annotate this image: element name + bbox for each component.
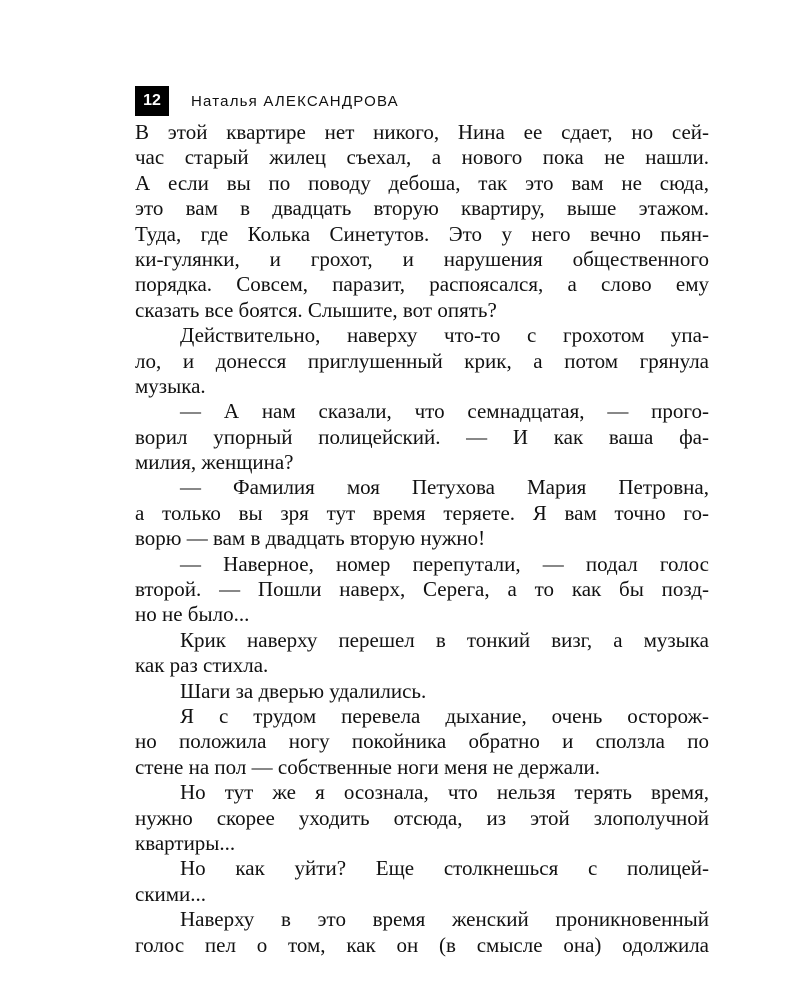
text-line: А если вы по поводу дебоша, так это вам не сюда, xyxy=(135,170,709,195)
text-line: ворю — вам в двадцать вторую нужно! xyxy=(135,526,486,551)
text-line: Наверху в это время женский проникновенный xyxy=(180,907,709,932)
text-line: стене на пол — собственные ноги меня не держали. xyxy=(135,754,601,779)
text-line: В этой квартире нет никого, Нина ее сдает, но сей- xyxy=(135,120,709,144)
text-line: Шаги за дверью удалились. xyxy=(180,678,427,703)
text-line: порядка. Совсем, паразит, распоясался, а слово ему xyxy=(135,272,709,297)
page-number: 12 xyxy=(135,86,169,116)
text-line: Туда, где Колька Синетутов. Это у него вечно пьян- xyxy=(135,221,709,246)
text-line: второй. — Пошли наверх, Серега, а то как бы позд- xyxy=(135,577,709,602)
text-line: Но тут же я осознала, что нельзя терять время, xyxy=(180,780,709,805)
page-header xyxy=(135,86,709,116)
text-line: Я с трудом перевела дыхание, очень осторож- xyxy=(180,703,709,728)
text-line: квартиры... xyxy=(135,830,236,855)
text-line: сказать все боятся. Слышите, вот опять? xyxy=(135,297,497,322)
text-line: ворил упорный полицейский. — И как ваша фа- xyxy=(135,424,709,449)
book-page xyxy=(135,86,709,958)
text-line: милия, женщина? xyxy=(135,450,294,475)
text-line: а только вы зря тут время теряете. Я вам точно го- xyxy=(135,500,709,525)
body-text xyxy=(135,120,709,958)
text-line: это вам в двадцать вторую квартиру, выше этажом. xyxy=(135,196,709,221)
text-line: Крик наверху перешел в тонкий визг, а музыка xyxy=(180,627,709,652)
text-line: — Фамилия моя Петухова Мария Петровна, xyxy=(180,475,709,500)
text-line: час старый жилец съехал, а нового пока не нашли. xyxy=(135,145,709,170)
text-line: ло, и донесся приглушенный крик, а потом грянула xyxy=(135,348,709,373)
running-head: Наталья АЛЕКСАНДРОВА xyxy=(191,92,399,110)
text-line: но положила ногу покойника обратно и сползла по xyxy=(135,729,709,754)
text-line: — А нам сказали, что семнадцатая, — прого- xyxy=(180,399,709,424)
text-line: как раз стихла. xyxy=(135,653,269,678)
text-line: музыка. xyxy=(135,373,206,398)
text-line: но не было... xyxy=(135,602,250,627)
text-line: голос пел о том, как он (в смысле она) одолжила xyxy=(135,932,709,957)
text-line: — Наверное, номер перепутали, — подал голос xyxy=(180,551,709,576)
text-line: Действительно, наверху что-то с грохотом упа- xyxy=(180,323,709,348)
text-line: скими... xyxy=(135,881,207,906)
text-line: нужно скорее уходить отсюда, из этой злополучной xyxy=(135,805,709,830)
text-line: ки-гулянки, и грохот, и нарушения общественного xyxy=(135,246,709,271)
text-line: Но как уйти? Еще столкнешься с полицей- xyxy=(180,856,709,881)
